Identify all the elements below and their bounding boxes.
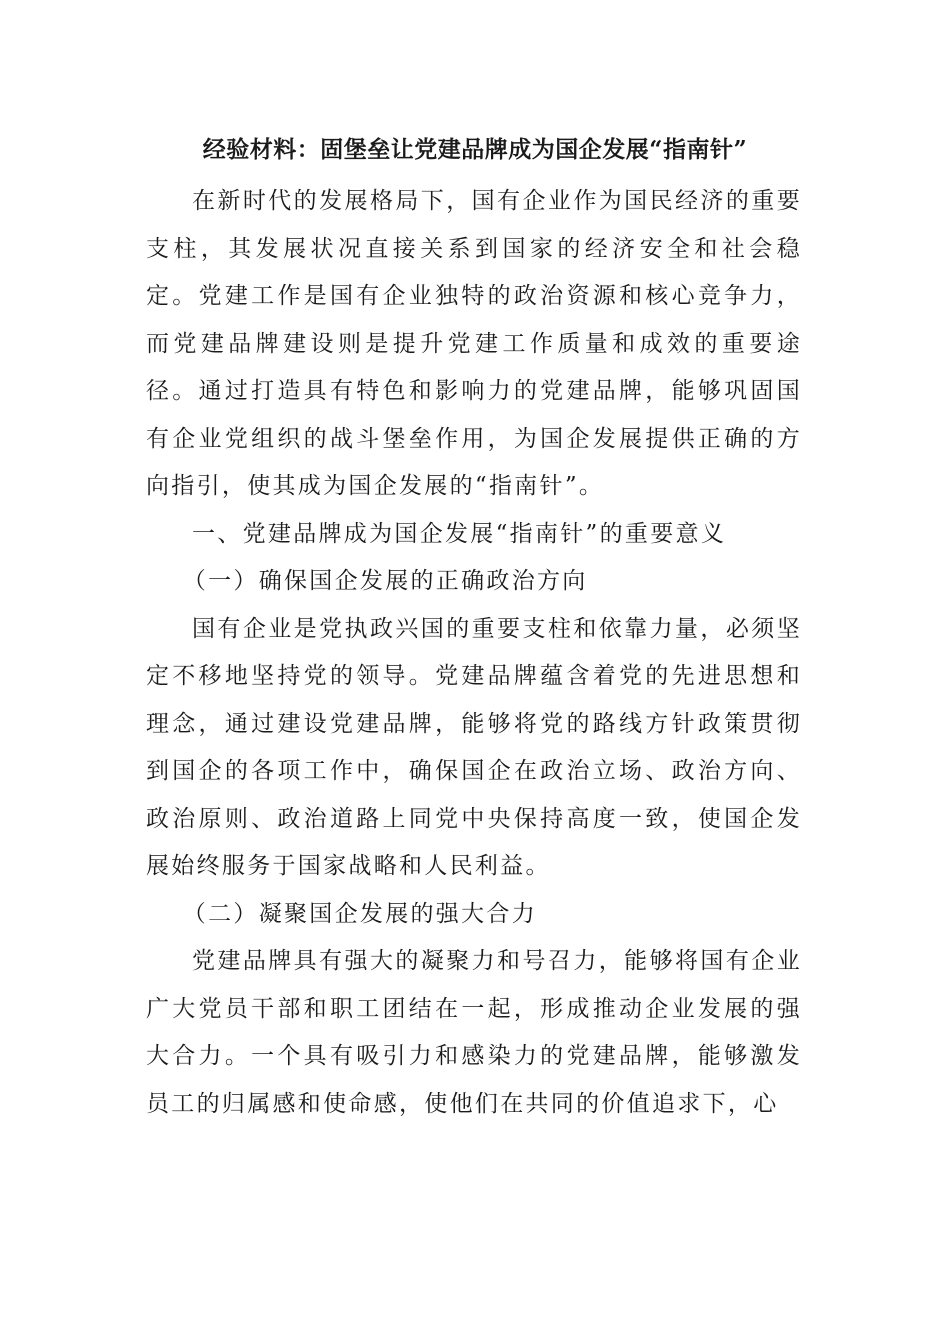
paragraph-1: 国有企业是党执政兴国的重要支柱和依靠力量，必须坚定不移地坚持党的领导。党建品牌蕴含着党的先进思想和理念，通过建设党建品牌，能够将党的路线方针政策贯彻到国企的各项工作中，确保国企在政治立场、政治方向、政治原则、政治道路上同党中央保持高度一致，使国企发展始终服务于国家战略和人民利益。 [146, 615, 802, 879]
subsection-heading-1: （一）确保国企发展的正确政治方向 [182, 568, 588, 594]
document-body [146, 178, 802, 1128]
subsection-heading-2: （二）凝聚国企发展的强大合力 [182, 900, 537, 927]
section-heading-1: 一、党建品牌成为国企发展“指南针”的重要意义 [192, 520, 727, 547]
paragraph-2: 党建品牌具有强大的凝聚力和号召力，能够将国有企业广大党员干部和职工团结在一起，形成推动企业发展的强大合力。一个具有吸引力和感染力的党建品牌，能够激发员工的归属感和使命感，使他们在共同的价值追求下，心 [146, 948, 802, 1117]
document-title: 经验材料：固堡垒让党建品牌成为国企发展“指南针” [202, 136, 748, 163]
paragraph-intro: 在新时代的发展格局下，国有企业作为国民经济的重要支柱，其发展状况直接关系到国家的经济安全和社会稳定。党建工作是国有企业独特的政治资源和核心竞争力，而党建品牌建设则是提升党建工作质量和成效的重要途径。通过打造具有特色和影响力的党建品牌，能够巩固国有企业党组织的战斗堡垒作用，为国企发展提供正确的方向指引，使其成为国企发展的“指南针”。 [146, 188, 802, 499]
